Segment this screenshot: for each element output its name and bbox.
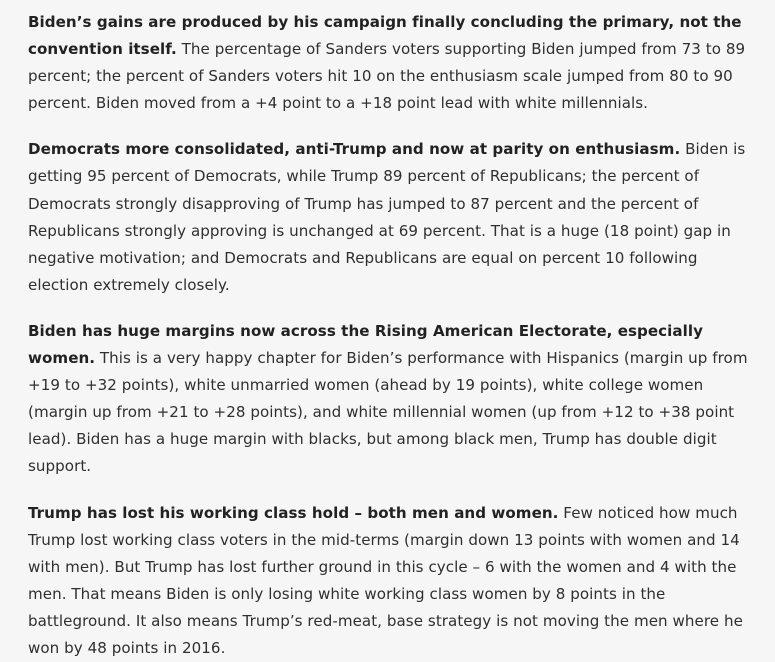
paragraph-text: Biden is getting 95 percent of Democrats, while Trump 89 percent of Republicans; the percent of Democrats strongly disapproving of Trump has jumped to 87 percent and the percent of Republicans strongly approving is unchanged at 69 percent. That is a huge (18 point) gap in negative motivation; and Democrats and Republicans are equal on percent 10 following election extremely closely.	[28, 140, 745, 293]
paragraph-text: This is a very happy chapter for Biden’s performance with Hispanics (margin up from +19 to +32 points), white unmarried women (ahead by 19 points), white college women (margin up from +21 to +28 points), and white millennial women (up from +12 to +38 point lead). Biden has a huge margin with blacks, but among black men, Trump has double digit support.	[28, 349, 748, 475]
paragraph-lead: Trump has lost his working class hold – both men and women.	[28, 504, 558, 522]
paragraph-lead: Biden has huge margins now across the Rising American Electorate, especially women.	[28, 322, 703, 367]
paragraph-working-class	[28, 500, 761, 662]
paragraph-text: The percentage of Sanders voters supporting Biden jumped from 73 to 89 percent; the percent of Sanders voters hit 10 on the enthusiasm scale jumped from 80 to 90 percent. Biden moved from a +4 point to a +18 point lead with white millennials.	[28, 40, 745, 112]
paragraph-lead: Democrats more consolidated, anti-Trump and now at parity on enthusiasm.	[28, 140, 680, 158]
paragraph-democrats-consolidated	[28, 136, 761, 299]
paragraph-text: Few noticed how much Trump lost working class voters in the mid-terms (margin down 13 points with women and 14 with men). But Trump has lost further ground in this cycle – 6 with the women and 4 with the men. That means Biden is only losing white working class women by 8 points in the battleground. It also means Trump’s red-meat, base strategy is not moving the men where he won by 48 points in 2016.	[28, 504, 743, 657]
paragraph-lead: Biden’s gains are produced by his campaign finally concluding the primary, not the convention itself.	[28, 13, 742, 58]
paragraph-rising-american-electorate	[28, 318, 761, 481]
paragraph-biden-gains	[28, 9, 761, 117]
